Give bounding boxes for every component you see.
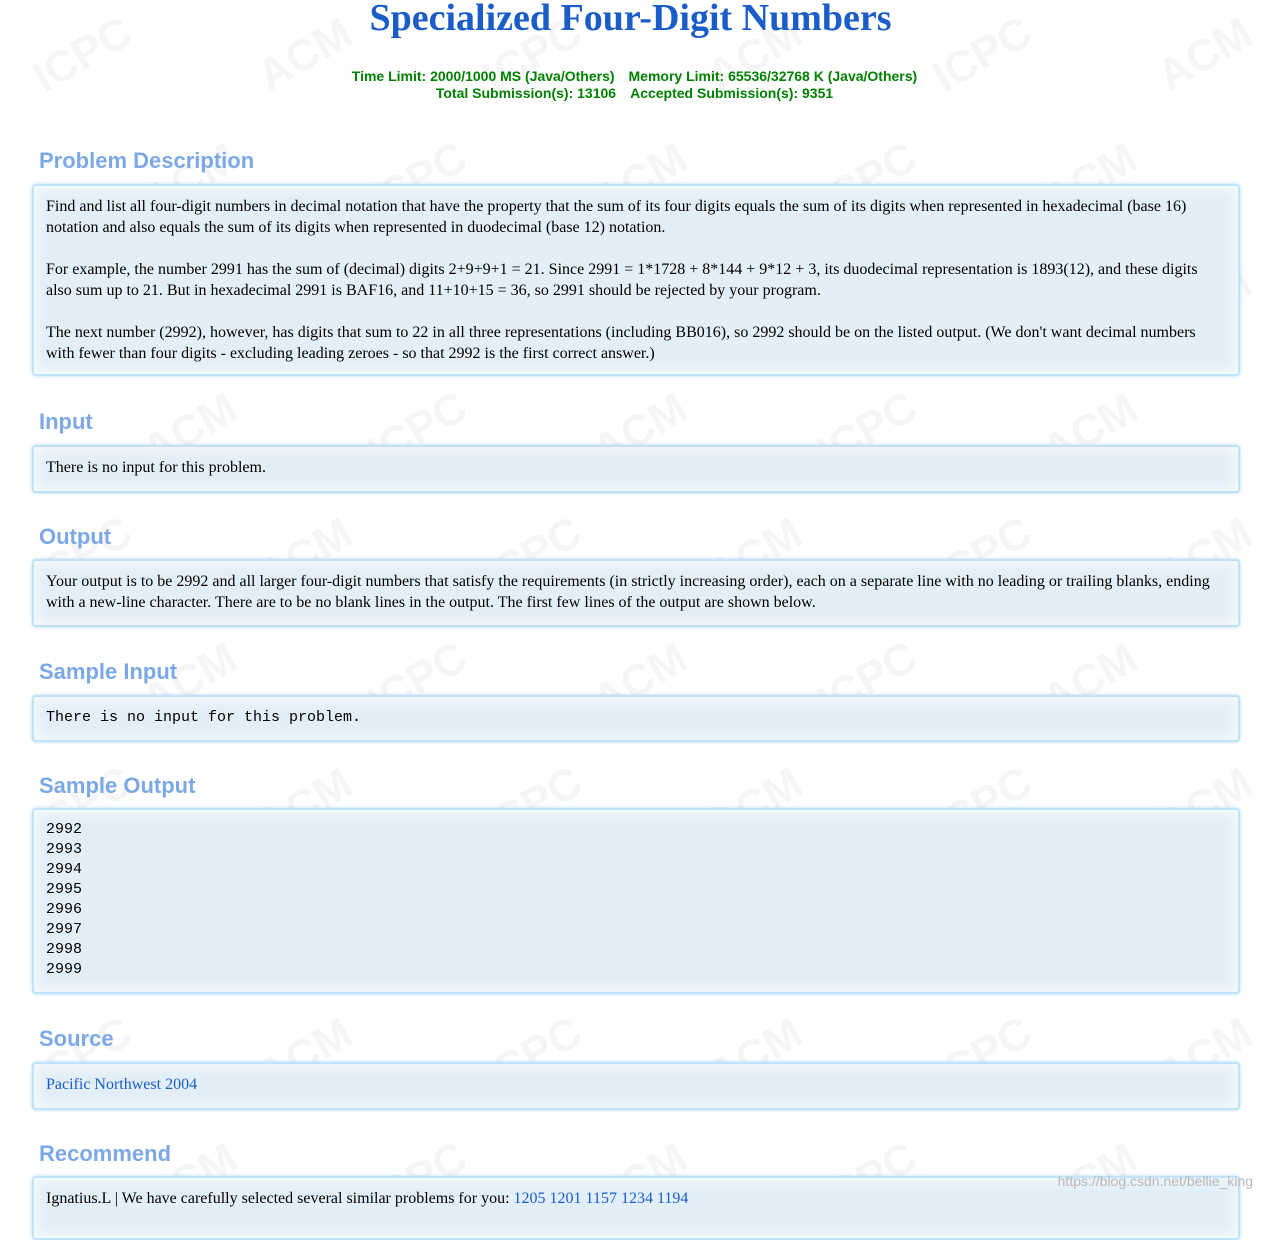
output-text: Your output is to be 2992 and all larger four-digit numbers that satisfy the requirements (in strictly increasing order), each on a separate line with no leading or trailing blanks, ending with a new-line character. There are to be no blank lines in the output. The first few lines of the output are shown below. [46, 573, 1210, 611]
section-heading-sample-input: Sample Input [39, 659, 178, 684]
section-heading-input: Input [39, 409, 93, 434]
recommend-link-1157[interactable]: 1157 [585, 1190, 617, 1207]
sample-input-code: There is no input for this problem. [46, 709, 362, 726]
accepted-submissions: Accepted Submission(s): 9351 [630, 85, 834, 101]
problem-title: Specialized Four-Digit Numbers [369, 0, 892, 39]
recommend-link-1201[interactable]: 1201 [549, 1190, 582, 1207]
section-heading-description: Problem Description [39, 148, 255, 173]
memory-limit: Memory Limit: 65536/32768 K (Java/Others) [628, 68, 918, 84]
source-link[interactable]: Pacific Northwest 2004 [46, 1076, 198, 1093]
description-paragraph-2: For example, the number 2991 has the sum of (decimal) digits 2+9+9+1 = 21. Since 2991 = 1*1728 + 8*144 + 9*12 + 3, its duodecimal representation is 1893(12), and these digits also sum up to 21. But in hexadecimal 2991 is BAF16, and 11+10+15 = 36, so 2991 should be rejected by your program. [46, 261, 1198, 299]
description-panel [32, 184, 1240, 376]
section-heading-source: Source [39, 1026, 114, 1051]
sample-output-panel [32, 808, 1240, 994]
recommend-text: Ignatius.L | We have carefully selected several similar problems for you: [46, 1190, 510, 1207]
description-paragraph-1: Find and list all four-digit numbers in decimal notation that have the property that the sum of its four digits equals the sum of its digits when represented in hexadecimal (base 16) notation and also equals the sum of its digits when represented in duodecimal (base 12) notation. [46, 198, 1187, 236]
sample-input-panel [32, 695, 1240, 742]
problem-limits [0, 68, 1261, 102]
section-heading-output: Output [39, 524, 112, 549]
output-panel [32, 559, 1240, 627]
blog-watermark: https://blog.csdn.net/bellie_king [1057, 1173, 1253, 1189]
description-paragraph-3: The next number (2992), however, has digits that sum to 22 in all three representations (including BB016), so 2992 should be on the listed output. (We don't want decimal numbers with fewer than four digits - excluding leading zeroes - so that 2992 is the first correct answer.) [46, 324, 1196, 362]
time-limit: Time Limit: 2000/1000 MS (Java/Others) [351, 68, 615, 84]
recommend-link-1205[interactable]: 1205 [513, 1190, 546, 1207]
input-panel [32, 445, 1240, 493]
sample-output-code: 2992 2993 2994 2995 2996 2997 2998 2999 [46, 821, 83, 978]
section-heading-recommend: Recommend [39, 1141, 172, 1166]
recommend-link-1234[interactable]: 1234 [620, 1190, 653, 1207]
recommend-link-1194[interactable]: 1194 [656, 1190, 689, 1207]
section-heading-sample-output: Sample Output [39, 773, 196, 798]
total-submissions: Total Submission(s): 13106 [435, 85, 617, 101]
source-panel [32, 1062, 1240, 1110]
input-text: There is no input for this problem. [46, 459, 266, 476]
